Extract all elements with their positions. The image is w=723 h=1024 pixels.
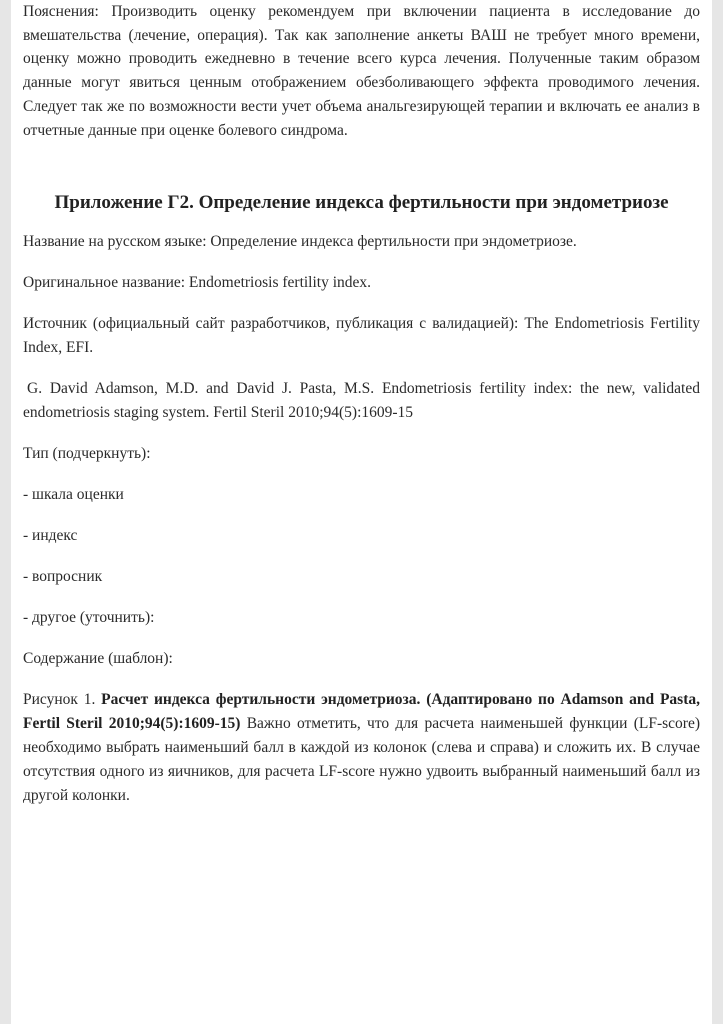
type-option-other: - другое (уточнить): (23, 609, 155, 627)
russian-name-line: Название на русском языке: Определение индекса фертильности при эндометриозе. (23, 233, 577, 251)
type-option-questionnaire: - вопросник (23, 568, 103, 586)
page-left-margin (0, 0, 11, 1024)
appendix-title: Приложение Г2. Определение индекса фертильности при эндометриозе (54, 192, 669, 214)
type-label: Тип (подчеркнуть): (23, 445, 151, 463)
source-paragraph: Источник (официальный сайт разработчиков, публикация с валидацией): The Endometriosis Fertility Index, EFI. (23, 315, 700, 357)
page-right-margin (712, 0, 723, 1024)
figure-note: Важно отметить, что для расчета наименьшей функции (LF-score) необходимо выбрать наименьший балл в каждой из колонок (слева и справа) и сложить их. В случае отсутствия одного из яичников, для расчета LF-score нужно удвоить выбранный наименьший балл из другой колонки. (23, 715, 701, 805)
original-name-line: Оригинальное название: Endometriosis fertility index. (23, 274, 372, 292)
document-content (23, 0, 700, 808)
figure-title: Расчет индекса фертильности эндометриоза. (Адаптировано по Adamson and Pasta, Fertil Steril 2010;94(5):1609-15) (23, 691, 701, 733)
figure-caption (23, 688, 700, 808)
figure-label: Рисунок 1. (23, 691, 96, 709)
reference-paragraph: G. David Adamson, M.D. and David J. Pasta, M.S. Endometriosis fertility index: the new, validated endometriosis staging system. Fertil Steril 2010;94(5):1609-15 (23, 380, 700, 422)
type-option-scale: - шкала оценки (23, 486, 124, 504)
type-option-index: - индекс (23, 527, 78, 545)
content-label: Содержание (шаблон): (23, 650, 173, 668)
explanation-paragraph: Пояснения: Производить оценку рекомендуем при включении пациента в исследование до вмешательства (лечение, операция). Так как заполнение анкеты ВАШ не требует много времени, оценку можно проводить ежедневно в течение всего курса лечения. Полученные таким образом данные могут явиться ценным отображением обезболивающего эффекта проводимого лечения. Следует так же по возможности вести учет объема анальгезирующей терапии и включать ее анализ в отчетные данные при оценке болевого синдрома. (23, 3, 700, 139)
